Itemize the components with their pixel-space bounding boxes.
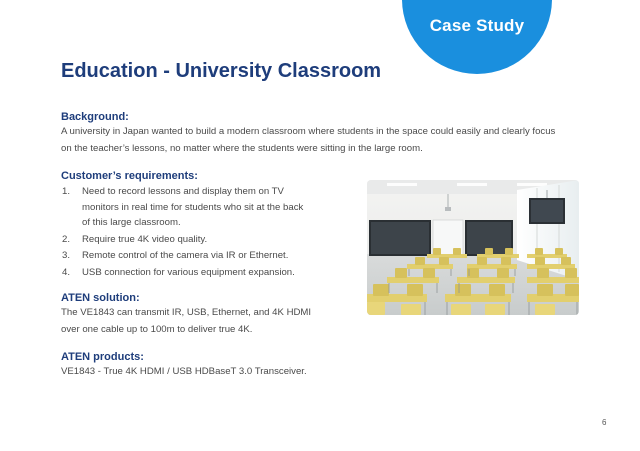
list-number: 3. [62,250,71,261]
classroom-photo [367,180,579,315]
page-title: Education - University Classroom [61,60,382,82]
products-text: VE1843 - True 4K HDMI / USB HDBaseT 3.0 Transceiver. [61,366,307,377]
list-item [60,232,326,248]
list-number: 1. [62,186,71,197]
list-text: of this large classroom. [82,217,181,228]
list-text: Need to record lessons and display them on TV [82,186,284,197]
page-number: 6 [602,418,607,427]
solution-line: The VE1843 can transmit IR, USB, Ethernet, and 4K HDMI [61,307,312,318]
case-study-badge [402,0,552,74]
background-line: A university in Japan wanted to build a modern classroom where students in the space could easily and clearly focus [61,126,556,137]
products-heading: ATEN products: [61,351,144,363]
list-text: Remote control of the camera via IR or Ethernet. [82,250,289,261]
case-study-label: Case Study [429,16,525,35]
list-number: 2. [62,233,71,245]
list-text: USB connection for various equipment expansion. [82,266,295,278]
list-item [60,184,326,231]
list-item [60,248,326,264]
solution-text [61,304,361,338]
solution-heading: ATEN solution: [61,292,140,304]
list-text: monitors in real time for students who sit at the back [82,201,304,213]
list-text: Require true 4K video quality. [82,233,208,245]
background-text [61,123,601,157]
list-number: 4. [62,266,71,278]
requirements-heading: Customer’s requirements: [61,170,198,182]
solution-line: over one cable up to 100m to deliver true 4K. [61,324,253,335]
list-item [60,265,326,281]
classroom-illustration [367,180,579,315]
background-heading: Background: [61,111,129,123]
requirements-list [60,184,326,281]
background-line: on the teacher’s lessons, no matter where the students were sitting in the large room. [61,143,423,154]
